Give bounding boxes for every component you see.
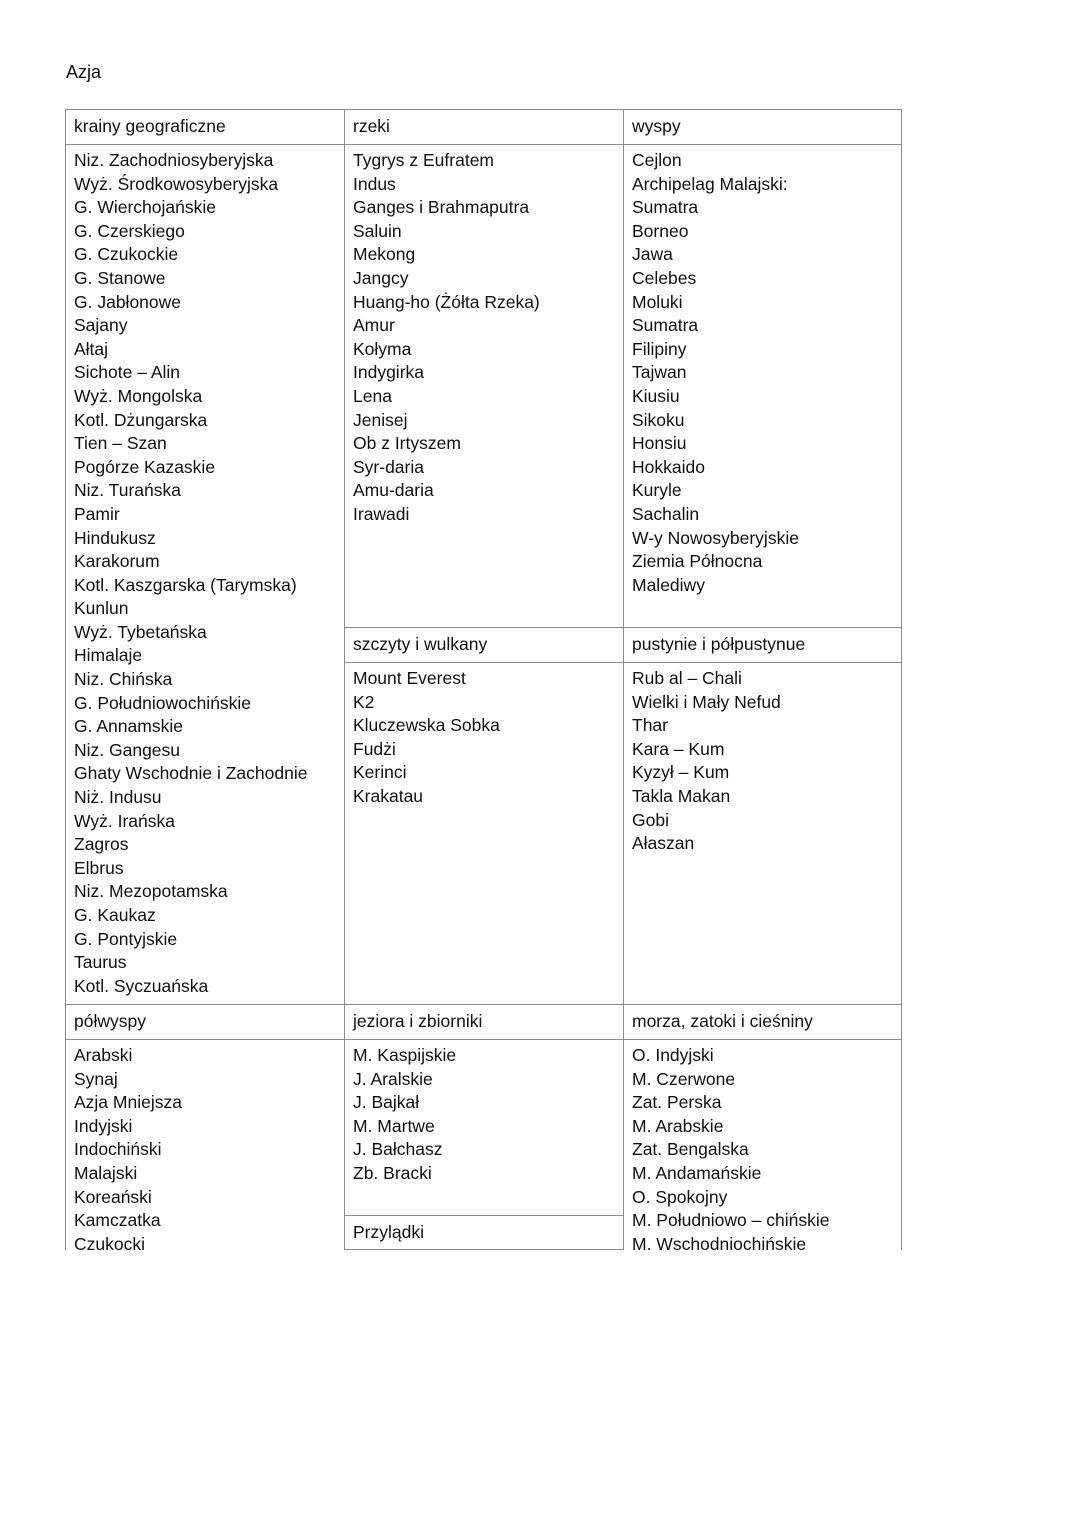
header-morza (623, 1004, 902, 1040)
cell-polwyspy-list (65, 1039, 345, 1250)
header-label: jeziora i zbiorniki (353, 1011, 483, 1031)
list-item: Saluin (353, 220, 402, 241)
header-label: morza, zatoki i cieśniny (632, 1011, 813, 1031)
list-item: Mekong (353, 244, 416, 265)
list-item: Kuryle (632, 480, 682, 501)
list-item: Kotl. Syczuańska (74, 975, 209, 996)
list-item: Ob z Irtyszem (353, 433, 461, 454)
list-item: G. Czukockie (74, 244, 179, 265)
list-item: J. Bajkał (353, 1092, 420, 1113)
list-item: K2 (353, 691, 375, 712)
list-item: Wyż. Mongolska (74, 385, 203, 406)
list-item: J. Aralskie (353, 1068, 433, 1089)
list-item: G. Stanowe (74, 267, 166, 288)
header-pustynie (623, 627, 902, 663)
header-label: Przylądki (353, 1222, 424, 1242)
list-rzeki (353, 149, 615, 527)
cell-krainy-list (65, 144, 345, 1005)
list-item: Czukocki (74, 1233, 145, 1250)
list-item: Takla Makan (632, 785, 731, 806)
list-item: G. Annamskie (74, 716, 183, 737)
list-item: Niz. Gangesu (74, 739, 181, 760)
list-item: Malajski (74, 1162, 138, 1183)
list-item: Arabski (74, 1045, 133, 1065)
list-item: Indus (353, 173, 396, 194)
cell-morza-list (623, 1039, 902, 1250)
list-item: Huang-ho (Żółta Rzeka) (353, 291, 540, 312)
list-item: Wyż. Irańska (74, 810, 175, 831)
list-item: G. Czerskiego (74, 220, 185, 241)
list-item: Filipiny (632, 338, 687, 359)
list-item: Kołyma (353, 338, 412, 359)
list-item: Wyż. Tybetańska (74, 621, 207, 642)
list-item: Jawa (632, 244, 673, 265)
list-item: Ganges i Brahmaputra (353, 197, 530, 218)
header-rzeki (344, 109, 624, 145)
list-item: Sumatra (632, 315, 699, 336)
list-item: Cejlon (632, 150, 682, 170)
list-item: Kara – Kum (632, 738, 725, 759)
list-item: Amur (353, 315, 395, 336)
header-label: wyspy (632, 116, 681, 136)
list-item: Niz. Mezopotamska (74, 881, 228, 902)
list-item: Indochiński (74, 1139, 162, 1160)
list-item: Sichote – Alin (74, 362, 181, 383)
list-item: Malediwy (632, 574, 705, 595)
list-item: Zb. Bracki (353, 1162, 432, 1183)
header-label: szczyty i wulkany (353, 634, 488, 654)
header-szczyty (344, 627, 624, 663)
list-item: Hindukusz (74, 527, 156, 548)
list-item: Kerinci (353, 762, 407, 783)
list-item: Ziemia Północna (632, 551, 763, 572)
list-item: Irawadi (353, 503, 410, 524)
header-jeziora (344, 1004, 624, 1040)
list-item: Synaj (74, 1068, 118, 1089)
list-item: Ałtaj (74, 338, 109, 359)
list-polwyspy (74, 1044, 336, 1250)
list-item: M. Martwe (353, 1115, 435, 1136)
list-item: Krakatau (353, 785, 424, 806)
list-krainy (74, 149, 336, 998)
list-item: Sikoku (632, 409, 685, 430)
cell-wyspy-list (623, 144, 902, 628)
list-item: Syr-daria (353, 456, 424, 477)
list-item: Zagros (74, 834, 129, 855)
list-item: G. Jabłonowe (74, 291, 182, 312)
list-item: Fudżi (353, 738, 396, 759)
header-label: pustynie i półpustynue (632, 634, 806, 654)
list-item: Niz. Turańska (74, 480, 181, 501)
list-item: Gobi (632, 809, 669, 830)
list-item: Moluki (632, 291, 683, 312)
list-item: Azja Mniejsza (74, 1092, 182, 1113)
page-title: Azja (66, 62, 102, 82)
header-przyladki (344, 1215, 624, 1250)
list-item: Elbrus (74, 857, 124, 878)
list-item: Tajwan (632, 362, 687, 383)
list-item: Karakorum (74, 551, 160, 572)
list-item: Borneo (632, 220, 689, 241)
list-item: Rub al – Chali (632, 668, 742, 688)
list-wyspy (632, 149, 893, 597)
list-item: M. Czerwone (632, 1068, 736, 1089)
list-item: J. Bałchasz (353, 1139, 443, 1160)
list-item: M. Południowo – chińskie (632, 1210, 830, 1231)
list-pustynie (632, 667, 893, 856)
list-item: Koreański (74, 1186, 152, 1207)
list-item: Honsiu (632, 433, 687, 454)
list-item: G. Wierchojańskie (74, 197, 216, 218)
list-item: Archipelag Malajski: (632, 173, 788, 194)
list-item: Ghaty Wschodnie i Zachodnie (74, 763, 308, 784)
list-item: Amu-daria (353, 480, 434, 501)
list-jeziora (353, 1044, 615, 1186)
cell-pustynie-list (623, 662, 902, 1005)
cell-rzeki-list (344, 144, 624, 628)
list-item: Jenisej (353, 409, 408, 430)
list-item: Tygrys z Eufratem (353, 150, 495, 170)
list-item: Sumatra (632, 197, 699, 218)
list-item: O. Indyjski (632, 1045, 714, 1065)
list-item: Taurus (74, 952, 127, 973)
list-item: Pogórze Kazaskie (74, 456, 216, 477)
list-item: Kamczatka (74, 1210, 161, 1231)
list-item: M. Arabskie (632, 1115, 724, 1136)
list-item: Kotl. Kaszgarska (Tarymska) (74, 574, 297, 595)
list-item: Zat. Perska (632, 1092, 722, 1113)
list-item: Niz. Zachodniosyberyjska (74, 150, 274, 170)
list-item: M. Kaspijskie (353, 1045, 457, 1065)
header-wyspy (623, 109, 902, 145)
list-item: Tien – Szan (74, 433, 167, 454)
cell-szczyty-list (344, 662, 624, 1005)
list-item: Indygirka (353, 362, 425, 383)
list-item: W-y Nowosyberyjskie (632, 527, 799, 548)
list-item: Pamir (74, 503, 120, 524)
list-item: M. Wschodniochińskie (632, 1233, 807, 1250)
list-item: Niz. Chińska (74, 669, 173, 690)
list-item: Niż. Indusu (74, 787, 162, 808)
list-item: O. Spokojny (632, 1186, 728, 1207)
header-polwyspy (65, 1004, 345, 1040)
list-item: Kyzył – Kum (632, 762, 730, 783)
list-item: Wyż. Środkowosyberyjska (74, 173, 279, 194)
cell-jeziora-list (344, 1039, 624, 1216)
list-item: Indyjski (74, 1115, 133, 1136)
list-item: Hokkaido (632, 456, 705, 477)
list-szczyty (353, 667, 615, 809)
list-item: Lena (353, 385, 392, 406)
list-item: Kotl. Dżungarska (74, 409, 208, 430)
header-label: półwyspy (74, 1011, 146, 1031)
list-item: Sachalin (632, 503, 700, 524)
list-item: Mount Everest (353, 668, 466, 688)
list-item: Wielki i Mały Nefud (632, 691, 781, 712)
list-item: Zat. Bengalska (632, 1139, 749, 1160)
list-morza (632, 1044, 893, 1250)
list-item: Celebes (632, 267, 697, 288)
list-item: Kluczewska Sobka (353, 715, 500, 736)
list-item: M. Andamańskie (632, 1162, 762, 1183)
list-item: Kiusiu (632, 385, 680, 406)
list-item: Kunlun (74, 598, 129, 619)
list-item: Jangcy (353, 267, 409, 288)
header-label: rzeki (353, 116, 390, 136)
list-item: Thar (632, 715, 668, 736)
list-item: G. Pontyjskie (74, 928, 178, 949)
list-item: Sajany (74, 315, 128, 336)
header-krainy (65, 109, 345, 145)
list-item: G. Kaukaz (74, 905, 156, 925)
list-item: G. Południowochińskie (74, 692, 252, 713)
list-item: Himalaje (74, 645, 143, 666)
header-label: krainy geograficzne (74, 116, 226, 136)
list-item: Ałaszan (632, 833, 695, 854)
